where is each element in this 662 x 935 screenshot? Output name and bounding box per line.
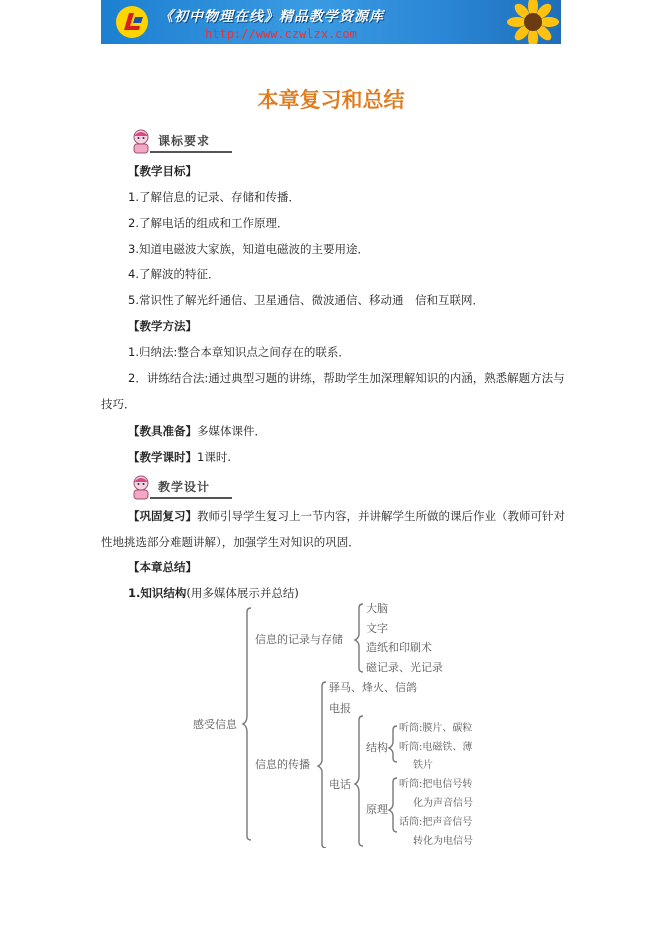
review-text: 教师引导学生复习上一节内容，并讲解学生所做的课后作业（教师可针对性地挑选部分难题讲解），加强学生对知识的巩固． — [101, 509, 565, 549]
diagram-leaf: 文字 — [366, 622, 388, 635]
method-item-text: 2．讲练结合法:通过典型习题的讲练，帮助学生加深理解知识的内涵，熟悉解题方法与技巧． — [101, 371, 565, 411]
prep-heading: 【教具准备】 — [128, 424, 197, 438]
goals-heading — [128, 163, 197, 179]
diagram-leaf: 听筒:膜片、碳粒 — [399, 723, 473, 734]
summary-heading-text: 【本章总结】 — [128, 560, 197, 574]
prep-text: 多媒体课件． — [197, 424, 266, 438]
summary-heading — [128, 559, 197, 575]
badge-underline — [150, 497, 232, 499]
page-title: 本章复习和总结 — [257, 87, 405, 112]
methods-heading-text: 【教学方法】 — [128, 319, 197, 333]
diagram-structure: 结构 — [366, 741, 388, 754]
diagram-leaf: 转化为电信号 — [413, 836, 473, 847]
method-item-paragraph — [101, 365, 571, 417]
diagram-leaf: 驿马、烽火、信鸽 — [329, 681, 417, 694]
goals-heading-text: 【教学目标】 — [128, 164, 197, 178]
diagram-telephone: 电话 — [329, 778, 351, 791]
diagram-branch-spread: 信息的传播 — [255, 758, 310, 771]
banner-url[interactable]: http://www.czwlzx.com — [205, 27, 357, 41]
diagram-leaf: 听筒:把电信号转 — [399, 779, 473, 790]
diagram-leaf: 大脑 — [366, 602, 388, 615]
badge-label: 课标要求 — [158, 134, 211, 148]
diagram-leaf: 造纸和印刷术 — [366, 641, 432, 654]
goal-item: 4.了解波的特征． — [128, 267, 220, 281]
knowledge-structure-diagram — [185, 598, 505, 848]
diagram-leaf: 话筒:把声音信号 — [399, 817, 473, 828]
banner-title: 《初中物理在线》精品教学资源库 — [159, 9, 384, 25]
methods-heading — [128, 318, 197, 334]
diagram-root: 感受信息 — [193, 718, 237, 731]
diagram-leaf: 铁片 — [413, 760, 433, 771]
diagram-leaf: 听筒:电磁铁、薄 — [399, 742, 473, 753]
goal-item: 2.了解电话的组成和工作原理． — [128, 216, 289, 230]
hours-text: 1课时. — [197, 450, 231, 464]
structure-heading-text: 1.知识结构 — [128, 586, 187, 600]
diagram-leaf: 化为声音信号 — [413, 798, 473, 809]
diagram-leaf: 磁记录、光记录 — [366, 661, 443, 674]
diagram-leaf: 电报 — [329, 702, 351, 715]
header-banner — [101, 0, 561, 44]
hours-line — [128, 449, 231, 465]
review-heading: 【巩固复习】 — [128, 509, 197, 523]
diagram-branch-record: 信息的记录与存储 — [255, 633, 343, 646]
hours-heading: 【教学课时】 — [128, 450, 197, 464]
goal-item: 1.了解信息的记录、存储和传播． — [128, 190, 300, 204]
prep-line — [128, 423, 266, 439]
badge-label: 教学设计 — [158, 480, 211, 494]
structure-note: (用多媒体展示并总结) — [186, 586, 299, 600]
sunflower-icon — [489, 0, 561, 44]
badge-underline — [150, 151, 232, 153]
method-item: 1.归纳法:整合本章知识点之间存在的联系． — [128, 345, 350, 359]
section-badge-design — [128, 474, 232, 500]
goal-item: 5.常识性了解光纤通信、卫星通信、微波通信、移动通 信和互联网． — [128, 293, 484, 307]
goal-item: 3.知道电磁波大家族，知道电磁波的主要用途． — [128, 242, 369, 256]
review-paragraph — [101, 503, 571, 555]
diagram-principle: 原理 — [366, 803, 388, 816]
section-badge-standards — [128, 128, 232, 154]
